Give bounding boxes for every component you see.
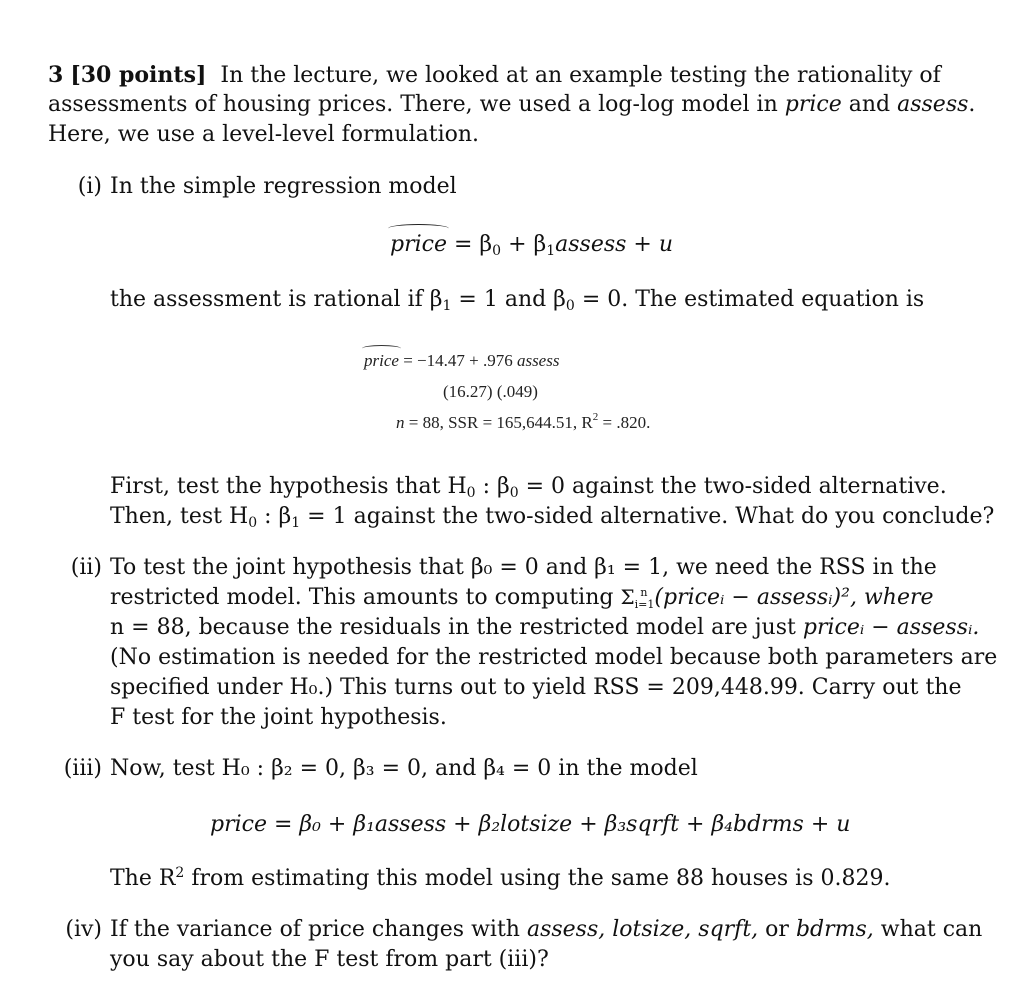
price-hat: price [390, 232, 447, 257]
var-price: price [784, 92, 842, 117]
standard-errors: (16.27) (.049) [443, 382, 538, 401]
problem-header [48, 62, 941, 88]
problem-number: 3 [48, 62, 64, 88]
simple-model-equation: price = $\beta_0$ + $\beta_1assess + u$ [390, 232, 674, 259]
part-iii-line1: Now, test H₀ : β₂ = 0, β₃ = 0, and β₄ = 0 in the model [110, 756, 698, 781]
part-ii-line6: F test for the joint hypothesis. [110, 705, 447, 730]
part-i-label: (i) [77, 174, 102, 199]
est-price-hat: price [364, 351, 399, 370]
rational-condition: the assessment is rational if $\beta_1 = 1$ and $\beta_0 = 0$. The estimated equation is [110, 287, 925, 314]
regression-stats: n = 88, SSR = 165,644.51, $R^2 = .820$. [396, 411, 651, 432]
question-beta1: Then, test $H_0$ : $\beta_1 = 1$ against the two-sided alternative. What do you conclude? [110, 504, 995, 531]
estimated-equation: price = −14.47 + .976 assess [364, 351, 560, 370]
part-iv-label: (iv) [65, 917, 102, 942]
part-ii-line3: n = 88, because the residuals in the restricted model are just priceᵢ − assessᵢ. [110, 615, 980, 640]
intro-line3: Here, we use a level-level formulation. [48, 122, 480, 147]
part-iii-label: (iii) [63, 756, 102, 781]
intro-line2: assessments of housing prices. There, we used a log-log model in price and assess. [48, 92, 976, 117]
var-assess: assess [897, 92, 969, 117]
full-model-equation: price = β₀ + β₁assess + β₂lotsize + β₃sqrft + β₄bdrms + u [210, 812, 851, 837]
part-ii-line2: restricted model. This amounts to computing $\Sigma_{i=1}^n$ (priceᵢ − assessᵢ)², where [110, 585, 934, 611]
question-beta0: First, test the hypothesis that $H_0$ : $\beta_0 = 0$ against the two-sided alternative. [110, 474, 947, 501]
summation-symbol: $\Sigma_{i=1}^n$ [620, 585, 655, 611]
part-ii-line4: (No estimation is needed for the restricted model because both parameters are [110, 645, 998, 670]
problem-points: [30 points] [70, 62, 207, 88]
part-i-intro: In the simple regression model [110, 174, 457, 199]
part-iii-r2: The $R^2$ from estimating this model using the same 88 houses is 0.829. [110, 865, 891, 891]
part-ii-label: (ii) [70, 555, 102, 580]
intro-line1: In the lecture, we looked at an example testing the rationality of [220, 63, 941, 88]
part-ii-line1: To test the joint hypothesis that β₀ = 0 and β₁ = 1, we need the RSS in the [110, 555, 937, 580]
part-ii-line5: specified under H₀.) This turns out to yield RSS = 209,448.99. Carry out the [110, 675, 962, 700]
part-iv-line2: you say about the F test from part (iii)? [110, 947, 549, 972]
part-iv-line1: If the variance of price changes with assess, lotsize, sqrft, or bdrms, what can [110, 917, 983, 942]
